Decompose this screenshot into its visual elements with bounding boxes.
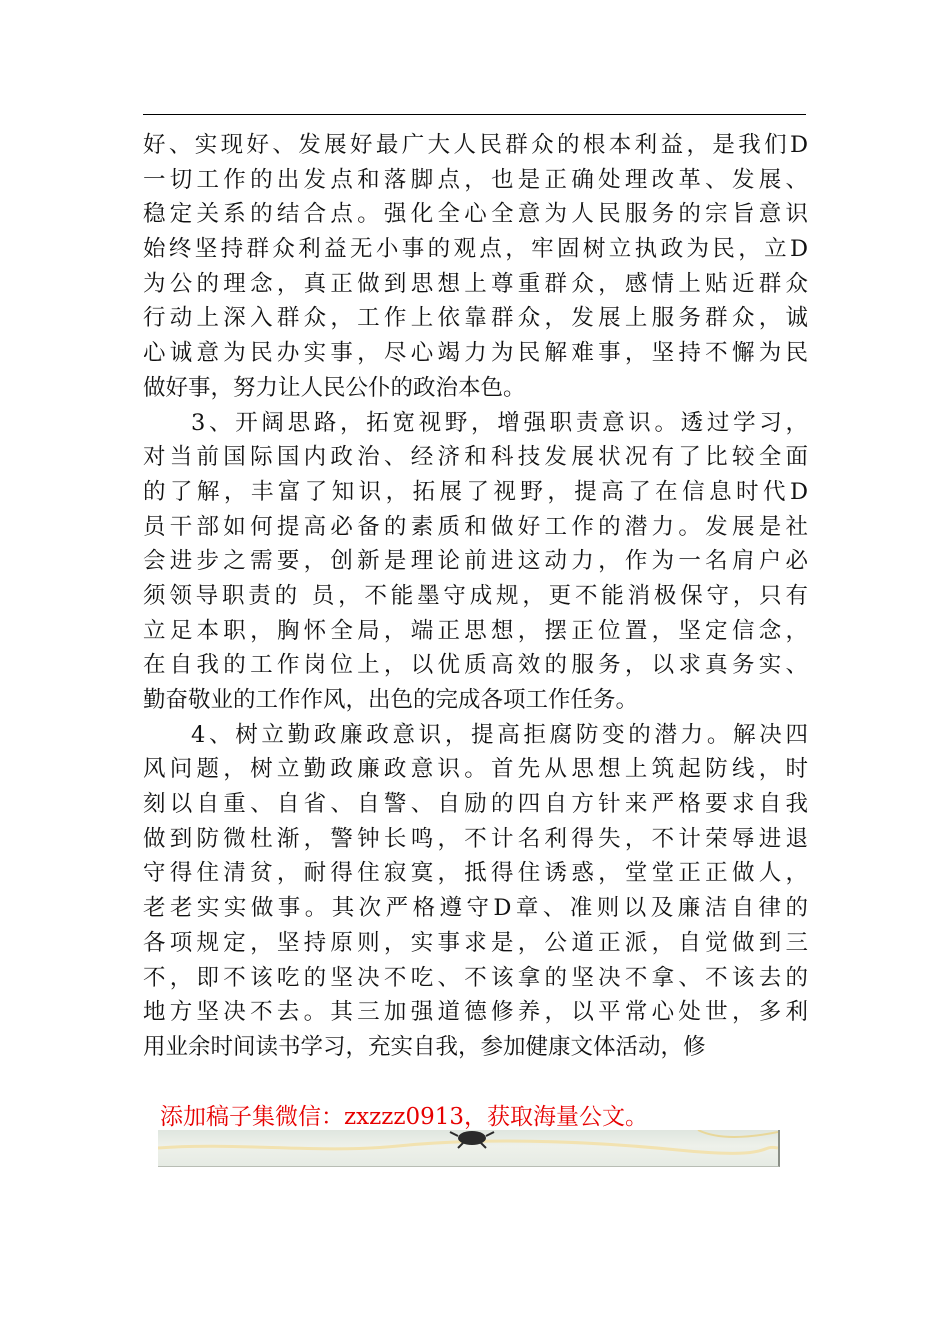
paragraph — [143, 718, 808, 1065]
text-line: 会进步之需要，创新是理论前进这动力，作为一名肩户必 — [143, 548, 808, 575]
text-line: 各项规定，坚持原则，实事求是，公道正派，自觉做到三 — [143, 929, 808, 956]
text-line: 稳定关系的结合点。强化全心全意为人民服务的宗旨意识 — [143, 201, 808, 228]
text-line: 在自我的工作岗位上，以优质高效的服务，以求真务实、 — [143, 652, 808, 679]
text-line: 心诚意为民办实事，尽心竭力为民解难事，坚持不懈为民 — [143, 340, 808, 367]
text-line: 立足本职，胸怀全局，端正思想，摆正位置，坚定信念， — [143, 617, 808, 644]
text-line: 始终坚持群众利益无小事的观点，牢固树立执政为民，立D — [143, 236, 808, 263]
text-line: 老老实实做事。其次严格遵守D章、准则以及廉洁自律的 — [143, 895, 808, 922]
text-line: 守得住清贫，耐得住寂寞，抵得住诱惑，堂堂正正做人， — [143, 860, 808, 887]
text-line: 风问题，树立勤政廉政意识。首先从思想上筑起防线，时 — [143, 756, 808, 783]
text-line: 好、实现好、发展好最广大人民群众的根本利益，是我们D — [143, 132, 808, 158]
text-line: 做好事，努力让人民公仆的政治本色。 — [143, 374, 526, 401]
text-line: 3、开阔思路，拓宽视野，增强职责意识。透过学习， — [191, 409, 808, 436]
document-body — [143, 128, 808, 1065]
text-line: 的了解，丰富了知识，拓展了视野，提高了在信息时代D — [143, 478, 808, 505]
text-line: 不，即不该吃的坚决不吃、不该拿的坚决不拿、不该去的 — [143, 964, 808, 991]
text-line: 员干部如何提高必备的素质和做好工作的潜力。发展是社 — [143, 513, 808, 540]
text-line: 做到防微杜渐，警钟长鸣，不计名利得失，不计荣辱进退 — [143, 825, 808, 852]
text-line: 对当前国际国内政治、经济和科技发展状况有了比较全面 — [143, 444, 808, 471]
text-line: 4、树立勤政廉政意识，提高拒腐防变的潜力。解决四 — [191, 721, 808, 748]
text-line: 行动上深入群众，工作上依靠群众，发展上服务群众，诚 — [143, 305, 808, 332]
text-line: 为公的理念，真正做到思想上尊重群众，感情上贴近群众 — [143, 270, 808, 297]
text-line: 用业余时间读书学习，充实自我，参加健康文体活动，修 — [143, 1033, 706, 1060]
footer-banner-image — [158, 1130, 780, 1167]
footer-promo-text: 添加稿子集微信：zxzzz0913，获取海量公文。 — [160, 1104, 648, 1130]
header-rule — [143, 114, 806, 115]
banner-decoration — [158, 1130, 778, 1166]
text-line: 刻以自重、自省、自警、自励的四自方针来严格要求自我 — [143, 791, 808, 818]
text-line: 一切工作的出发点和落脚点，也是正确处理改革、发展、 — [143, 166, 808, 193]
text-line: 勤奋敬业的工作作风，出色的完成各项工作任务。 — [143, 687, 639, 713]
text-line: 须领导职责的 员，不能墨守成规，更不能消极保守，只有 — [143, 582, 808, 609]
text-line: 地方坚决不去。其三加强道德修养，以平常心处世，多利 — [143, 999, 808, 1026]
paragraph — [143, 128, 808, 406]
paragraph — [143, 406, 808, 718]
